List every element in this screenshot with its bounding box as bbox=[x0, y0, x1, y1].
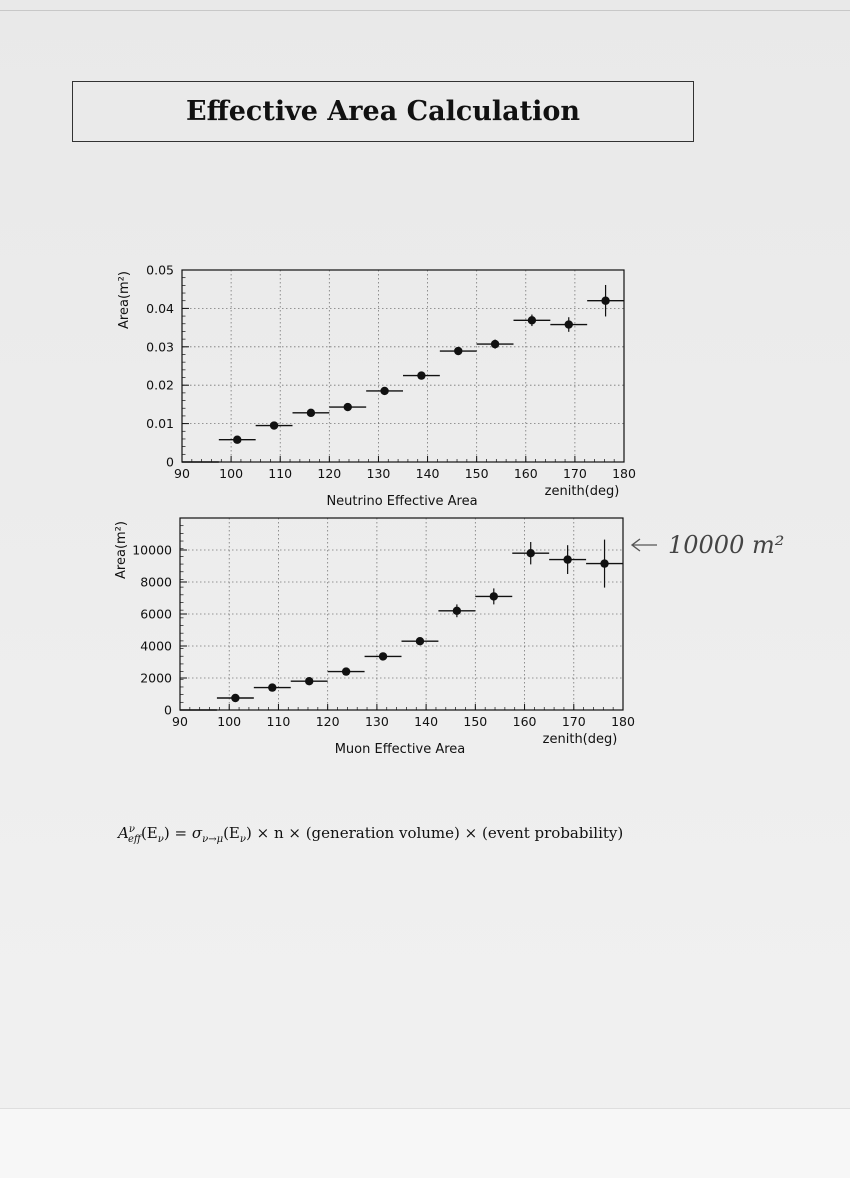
data-point bbox=[231, 694, 239, 702]
chart-title: Neutrino Effective Area bbox=[326, 494, 478, 509]
y-tick-label: 0.01 bbox=[146, 416, 174, 432]
data-point bbox=[379, 652, 387, 660]
x-tick-label: 120 bbox=[315, 714, 340, 729]
data-point bbox=[380, 387, 388, 395]
y-tick-label: 10000 bbox=[132, 542, 172, 558]
x-tick-label: 170 bbox=[561, 714, 586, 729]
x-tick-label: 160 bbox=[512, 714, 537, 729]
x-tick-label: 120 bbox=[317, 466, 342, 481]
y-tick-label: 0.03 bbox=[146, 339, 174, 355]
formula-arg: (E bbox=[140, 824, 158, 842]
data-point bbox=[491, 340, 499, 348]
data-point bbox=[601, 297, 609, 305]
page-title: Effective Area Calculation bbox=[185, 96, 581, 127]
x-tick-label: 150 bbox=[464, 466, 489, 481]
x-tick-label: 110 bbox=[266, 714, 291, 729]
formula-nu-sup: ν bbox=[128, 824, 135, 835]
y-tick-label: 0.04 bbox=[146, 300, 174, 316]
y-axis-label: Area(m²) bbox=[117, 271, 132, 329]
x-tick-label: 90 bbox=[172, 714, 188, 729]
x-tick-label: 110 bbox=[268, 466, 293, 481]
arrow-left-icon bbox=[632, 539, 657, 551]
effective-area-formula bbox=[118, 824, 718, 845]
scan-bottom-margin bbox=[0, 1108, 850, 1178]
data-point bbox=[528, 316, 536, 324]
data-point bbox=[268, 683, 276, 691]
x-tick-label: 130 bbox=[366, 466, 391, 481]
data-point bbox=[563, 555, 571, 563]
data-point bbox=[233, 436, 241, 444]
annotation-text: 10000 m² bbox=[668, 531, 785, 559]
data-point bbox=[305, 677, 313, 685]
x-tick-label: 170 bbox=[562, 466, 587, 481]
y-tick-label: 0 bbox=[164, 702, 172, 718]
data-point bbox=[527, 549, 535, 557]
y-tick-label: 0.05 bbox=[146, 262, 174, 278]
data-point bbox=[307, 409, 315, 417]
x-tick-label: 140 bbox=[415, 466, 440, 481]
data-point bbox=[417, 371, 425, 379]
plot-frame bbox=[182, 270, 624, 462]
formula-sigma-arg-sub: ν bbox=[239, 834, 246, 845]
handwritten-annotation bbox=[632, 531, 784, 559]
x-tick-label: 140 bbox=[414, 714, 439, 729]
formula-sigma-sub: ν→μ bbox=[202, 834, 224, 845]
y-tick-label: 0 bbox=[166, 454, 174, 470]
y-axis-label: Area(m²) bbox=[114, 521, 129, 579]
data-point bbox=[565, 320, 573, 328]
formula-arg-sub: ν bbox=[157, 834, 164, 845]
y-tick-label: 8000 bbox=[140, 574, 172, 590]
x-axis-label: zenith(deg) bbox=[544, 484, 620, 499]
data-point bbox=[416, 637, 424, 645]
data-point bbox=[453, 607, 461, 615]
formula-rest: ) × n × (generation volume) × (event probability) bbox=[245, 824, 624, 842]
data-point bbox=[342, 667, 350, 675]
chart-title: Muon Effective Area bbox=[334, 742, 466, 757]
data-point bbox=[600, 559, 608, 567]
muon-effective-area-plot bbox=[114, 518, 635, 757]
x-tick-label: 180 bbox=[612, 466, 636, 481]
data-point bbox=[270, 421, 278, 429]
formula-equals: = bbox=[174, 824, 188, 842]
formula-eff-sub: eff bbox=[127, 834, 141, 845]
x-tick-label: 150 bbox=[463, 714, 488, 729]
x-axis-label: zenith(deg) bbox=[542, 732, 618, 747]
x-tick-label: 100 bbox=[217, 714, 242, 729]
x-tick-label: 160 bbox=[513, 466, 538, 481]
y-tick-label: 0.02 bbox=[146, 377, 174, 393]
formula-a: A bbox=[118, 824, 129, 842]
y-tick-label: 4000 bbox=[140, 638, 172, 654]
x-tick-label: 100 bbox=[219, 466, 244, 481]
formula-sigma-arg: (E bbox=[223, 824, 240, 842]
x-tick-label: 130 bbox=[364, 714, 389, 729]
data-point bbox=[454, 347, 462, 355]
formula-sigma: σ bbox=[191, 824, 203, 842]
x-tick-label: 90 bbox=[174, 466, 190, 481]
data-point bbox=[490, 592, 498, 600]
y-tick-label: 6000 bbox=[140, 606, 172, 622]
y-tick-label: 2000 bbox=[140, 670, 172, 686]
neutrino-effective-area-plot bbox=[117, 263, 636, 510]
data-point bbox=[344, 403, 352, 411]
x-tick-label: 180 bbox=[611, 714, 635, 729]
formula-arg-close: ) bbox=[163, 824, 170, 842]
